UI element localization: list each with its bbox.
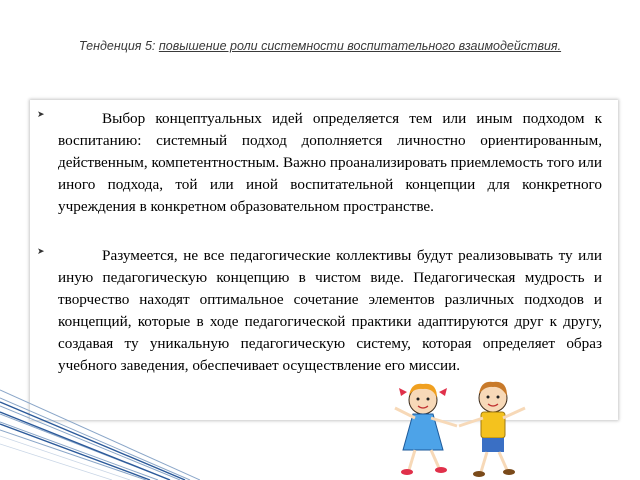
arrowhead-bullet-icon: ➤ <box>37 247 45 257</box>
dancing-children-illustration <box>385 378 535 480</box>
paragraph-2: Разумеется, не все педагогические коллективы будут реализовывать ту или иную педагогическую концепцию в чистом виде. Педагогическая мудрость и творчество находят оптимальное сочетание элементов различных подходов и концепций, которые в ходе педагогической практики адаптируются друг к другу, создавая ту уникальную педагогическую систему, которая определяет образ учебного заведения, обеспечивает осуществление его миссии. <box>58 247 602 374</box>
slide-title <box>40 38 600 55</box>
child-girl-figure <box>395 384 457 475</box>
child-boy-figure <box>459 382 525 477</box>
title-emphasis: повышение роли системности воспитательного взаимодействия. <box>158 39 562 53</box>
title-prefix: Тенденция 5: <box>78 39 156 53</box>
diagonal-lines-decoration <box>0 372 200 480</box>
paragraph-1: Выбор концептуальных идей определяется тем или иным подходом к воспитанию: системный подход дополняется личностно ориентированным, действенным, компетентностным. Важно проанализировать приемлемость того или иного подхода, той или иной воспитательной концепции для конкретного учреждения в конкретном образовательном пространстве. <box>58 110 602 215</box>
arrowhead-bullet-icon: ➤ <box>37 110 45 120</box>
